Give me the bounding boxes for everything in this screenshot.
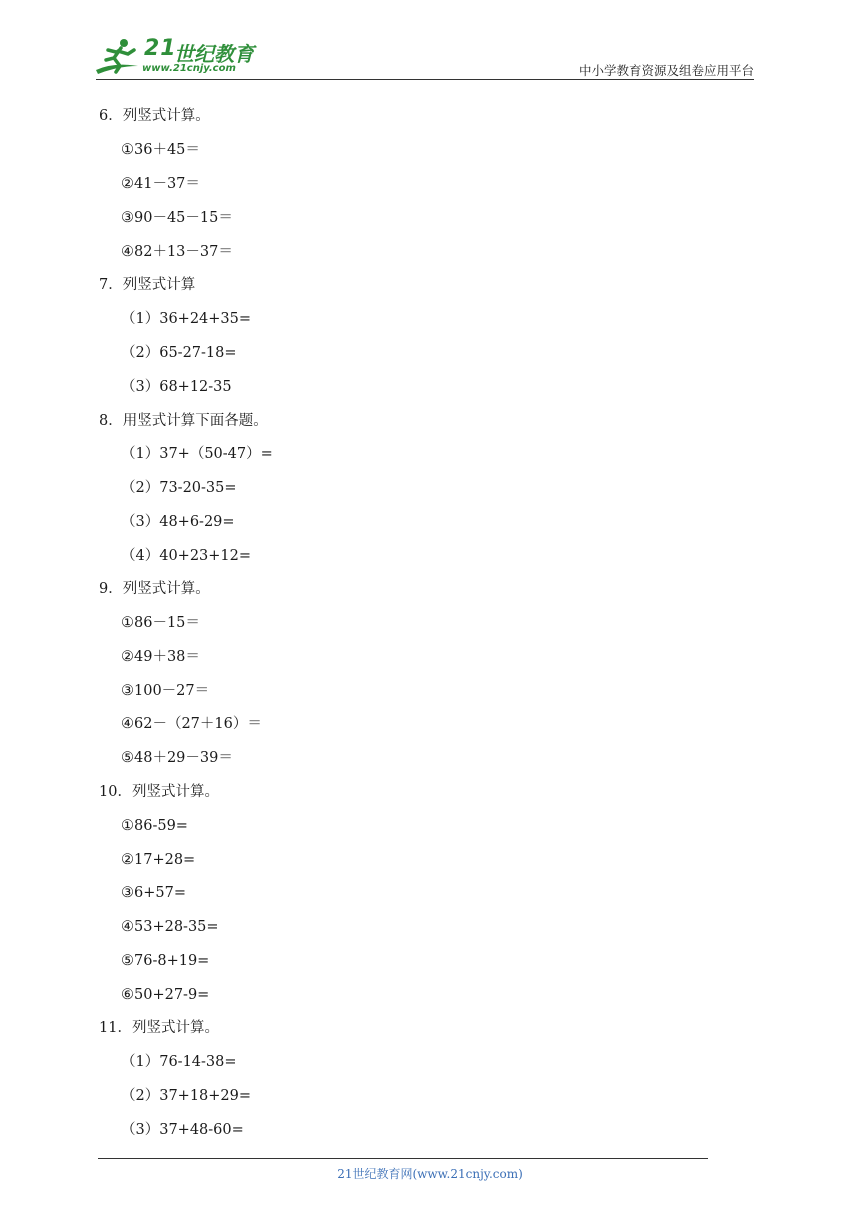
exercise-item: ②17+28= [121, 852, 196, 868]
exercise-item: （2）65-27-18= [121, 345, 237, 361]
exercise-item: ④82＋13－37＝ [121, 244, 233, 260]
exercise-item: ③90－45－15＝ [121, 210, 233, 226]
exercise-item: ⑤48＋29－39＝ [121, 750, 233, 766]
exercise-item: ①86-59= [121, 818, 188, 834]
exercise-item: ②41－37＝ [121, 176, 200, 192]
logo-number: 21 [144, 36, 177, 61]
exercise-item: （3）48+6-29= [121, 514, 235, 530]
site-logo[interactable] [94, 36, 264, 78]
logo-name: 世纪教育 [174, 42, 254, 66]
exercise-item: （2）37+18+29= [121, 1088, 252, 1104]
exercise-item: ①36＋45＝ [121, 142, 200, 158]
page-header [0, 0, 860, 80]
footer-link[interactable]: 21世纪教育网(www.21cnjy.com) [337, 1167, 523, 1181]
question-title: 7．列竖式计算 [99, 277, 196, 293]
runner-icon [94, 36, 144, 78]
question-title: 9．列竖式计算。 [99, 581, 210, 597]
header-divider [96, 79, 754, 80]
platform-tagline: 中小学教育资源及组卷应用平台 [578, 63, 754, 78]
exercise-item: （1）36+24+35= [121, 311, 252, 327]
footer-divider [98, 1158, 708, 1159]
exercise-item: （2）73-20-35= [121, 480, 237, 496]
exercise-item: ①86－15＝ [121, 615, 200, 631]
exercise-item: （4）40+23+12= [121, 548, 252, 564]
exercise-item: ⑥50+27-9= [121, 987, 210, 1003]
exercise-item: ③6+57= [121, 885, 186, 901]
logo-url: www.21cnjy.com [142, 63, 236, 74]
exercise-item: （1）37+（50-47）= [121, 446, 273, 462]
question-title: 6．列竖式计算。 [99, 108, 210, 124]
exercise-item: ④53+28-35= [121, 919, 219, 935]
exercise-item: （3）37+48-60= [121, 1122, 244, 1138]
exercise-item: ④62－（27＋16）＝ [121, 716, 262, 732]
exercise-item: ⑤76-8+19= [121, 953, 210, 969]
question-title: 10．列竖式计算。 [99, 784, 219, 800]
exercise-item: ②49＋38＝ [121, 649, 200, 665]
exercise-item: （3）68+12-35 [121, 379, 232, 395]
exercise-item: （1）76-14-38= [121, 1054, 237, 1070]
question-title: 11．列竖式计算。 [99, 1020, 219, 1036]
question-title: 8．用竖式计算下面各题。 [99, 413, 268, 429]
exercise-item: ③100－27＝ [121, 683, 210, 699]
